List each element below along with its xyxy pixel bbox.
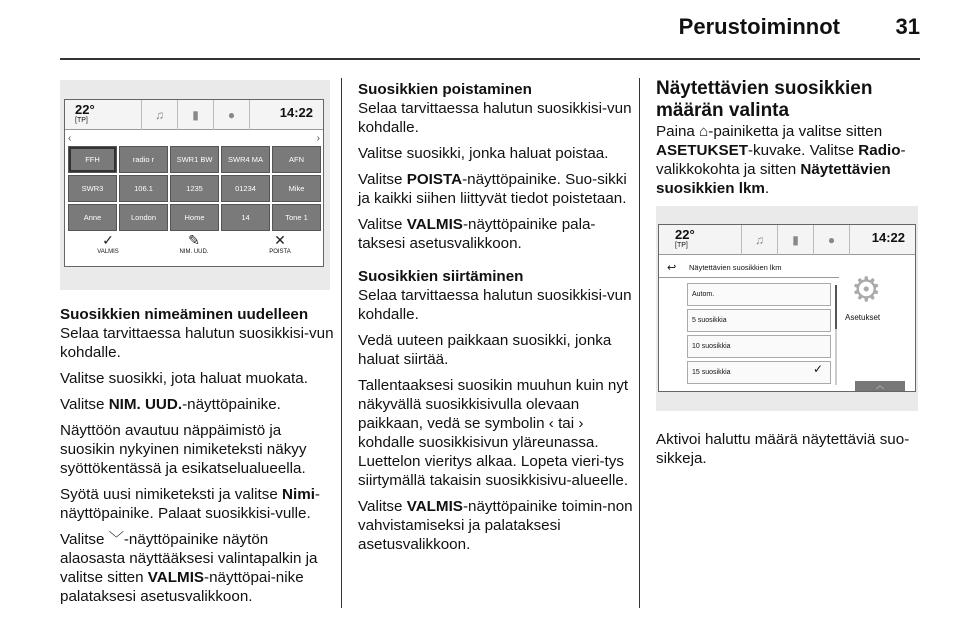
- favourite-button[interactable]: 01234: [221, 175, 270, 202]
- section-heading-move: Suosikkien siirtäminen: [358, 268, 524, 285]
- list-item[interactable]: 15 suosikkia: [687, 361, 831, 384]
- list-item[interactable]: 10 suosikkia: [687, 335, 831, 358]
- favourite-button[interactable]: Mike: [272, 175, 321, 202]
- delete-label: POISTA: [269, 249, 291, 255]
- favourite-button[interactable]: AFN: [272, 146, 321, 173]
- check-icon: ✓: [813, 362, 824, 376]
- list-item[interactable]: Autom.: [687, 283, 831, 306]
- done-button[interactable]: [65, 232, 151, 262]
- column-divider-2: [639, 78, 640, 608]
- scroll-left-icon[interactable]: ‹: [68, 133, 72, 144]
- temperature: 22°: [675, 227, 695, 242]
- paragraph: Valitse ﹀-näyttöpainike näytön alaosasta näyttääksesi valintapalkin ja valitse sitten VALMIS-näyttöpai-nike palataksesi asetusvalikkoon.: [60, 531, 318, 605]
- menu-title: Näytettävien suosikkien lkm: [689, 263, 782, 272]
- column-3: [656, 78, 922, 205]
- column-2: [358, 80, 633, 561]
- section-heading-rename: Suosikkien nimeäminen uudelleen: [60, 306, 309, 323]
- home-icon: ⌂: [699, 123, 709, 140]
- favourite-button[interactable]: 14: [221, 204, 270, 231]
- scroll-right-icon[interactable]: ›: [316, 133, 320, 144]
- section-heading-count: Näytettävien suosikkien määrän valinta: [656, 78, 873, 121]
- info-icon[interactable]: ●: [213, 100, 249, 130]
- done-label: VALMIS: [97, 249, 119, 255]
- section-heading-delete: Suosikkien poistaminen: [358, 81, 532, 98]
- paragraph: Vedä uuteen paikkaan suosikki, jonka haluat siirtää.: [358, 332, 612, 368]
- paragraph: Valitse NIM. UUD.-näyttöpainike.: [60, 396, 281, 413]
- tp-indicator: [TP]: [75, 117, 88, 124]
- favourite-button[interactable]: SWR3: [68, 175, 117, 202]
- favourite-button[interactable]: Tone 1: [272, 204, 321, 231]
- settings-label: Asetukset: [845, 313, 881, 322]
- paragraph: Selaa tarvittaessa halutun suosikkisi-vun kohdalle.: [60, 325, 334, 361]
- clock: 14:22: [279, 105, 313, 120]
- pencil-icon: ✎: [188, 232, 200, 248]
- divider: [659, 277, 839, 278]
- music-icon[interactable]: ♫: [141, 100, 177, 130]
- favourite-button[interactable]: Anne: [68, 204, 117, 231]
- favourite-button[interactable]: SWR1 BW: [170, 146, 219, 173]
- paragraph: Aktivoi haluttu määrä näytettäviä suo-sikkeja.: [656, 431, 910, 467]
- paragraph: Selaa tarvittaessa halutun suosikkisi-vun kohdalle.: [358, 287, 632, 323]
- paragraph: Valitse VALMIS-näyttöpainike pala-taksesi asetusvalikkoon.: [358, 216, 596, 252]
- header-rule: [60, 58, 920, 60]
- paragraph: Selaa tarvittaessa halutun suosikkisi-vun kohdalle.: [358, 100, 632, 136]
- paragraph: Valitse suosikki, jonka haluat poistaa.: [358, 145, 609, 162]
- paragraph: Tallentaaksesi suosikin muuhun kuin nyt näkyvällä suosikkisivulla olevaan paikkaan, vedä se symbolin ‹ tai › kohdalle suosikkisivun yläreunassa. Luettelon vieritys alkaa. Lopeta vieri-tys siirtymällä takaisin suosikkisivu-alueelle.: [358, 377, 629, 489]
- favourite-button[interactable]: Home: [170, 204, 219, 231]
- back-icon[interactable]: ↩: [667, 262, 677, 274]
- paragraph: Paina ⌂-painiketta ja valitse sitten ASETUKSET-kuvake. Valitse Radio-valikkokohta ja sitten Näytettävien suosikkien lkm.: [656, 123, 906, 197]
- phone-icon[interactable]: ▮: [177, 100, 213, 130]
- status-bar: [659, 225, 915, 255]
- column-3-footer: [656, 430, 922, 475]
- clock: 14:22: [871, 230, 905, 245]
- favourites-count-screen: [658, 224, 916, 392]
- chapter-title: Perustoiminnot: [678, 14, 840, 39]
- gear-icon[interactable]: ⚙: [851, 271, 882, 309]
- tp-indicator: [TP]: [675, 242, 688, 249]
- rename-button[interactable]: [151, 232, 237, 262]
- temperature: 22°: [75, 102, 95, 117]
- paragraph: Valitse VALMIS-näyttöpainike toimin-non vahvistamiseksi ja palataksesi asetusvalikkoon.: [358, 498, 633, 553]
- favourites-screen: [64, 99, 324, 267]
- favourite-button[interactable]: 106.1: [119, 175, 168, 202]
- scrollbar[interactable]: [835, 285, 837, 385]
- paragraph: Näyttöön avautuu näppäimistö ja suosikin nykyinen nimiketeksti näkyy syöttökentässä ja esikatselualueella.: [60, 422, 307, 477]
- rename-label: NIM. UUD.: [179, 249, 209, 255]
- page-number: 31: [895, 14, 920, 39]
- favourite-button[interactable]: London: [119, 204, 168, 231]
- column-1: [60, 305, 335, 613]
- paragraph: Syötä uusi nimiketeksti ja valitse Nimi-näyttöpainike. Palaat suosikkisi-vulle.: [60, 486, 320, 522]
- info-icon[interactable]: ●: [813, 225, 849, 255]
- favourite-button[interactable]: SWR4 MA: [221, 146, 270, 173]
- close-icon: ✕: [274, 232, 286, 248]
- chevron-down-icon: ﹀: [108, 531, 124, 548]
- phone-icon[interactable]: ▮: [777, 225, 813, 255]
- scrollbar-thumb[interactable]: [835, 285, 837, 329]
- status-bar: [65, 100, 323, 130]
- favourites-screenshot: [60, 80, 330, 290]
- chevron-up-icon[interactable]: ︿: [855, 381, 905, 391]
- music-icon[interactable]: ♫: [741, 225, 777, 255]
- favourites-count-screenshot: [656, 206, 918, 411]
- list-item[interactable]: 5 suosikkia: [687, 309, 831, 332]
- column-divider-1: [341, 78, 342, 608]
- favourite-button[interactable]: FFH: [68, 146, 117, 173]
- check-icon: ✓: [102, 232, 114, 248]
- favourite-button[interactable]: 1235: [170, 175, 219, 202]
- delete-button[interactable]: [237, 232, 323, 262]
- paragraph: Valitse suosikki, jota haluat muokata.: [60, 370, 308, 387]
- paragraph: Valitse POISTA-näyttöpainike. Suo-sikki ja kaikki siihen liittyvät tiedot poistetaan.: [358, 171, 627, 207]
- favourite-button[interactable]: radio r: [119, 146, 168, 173]
